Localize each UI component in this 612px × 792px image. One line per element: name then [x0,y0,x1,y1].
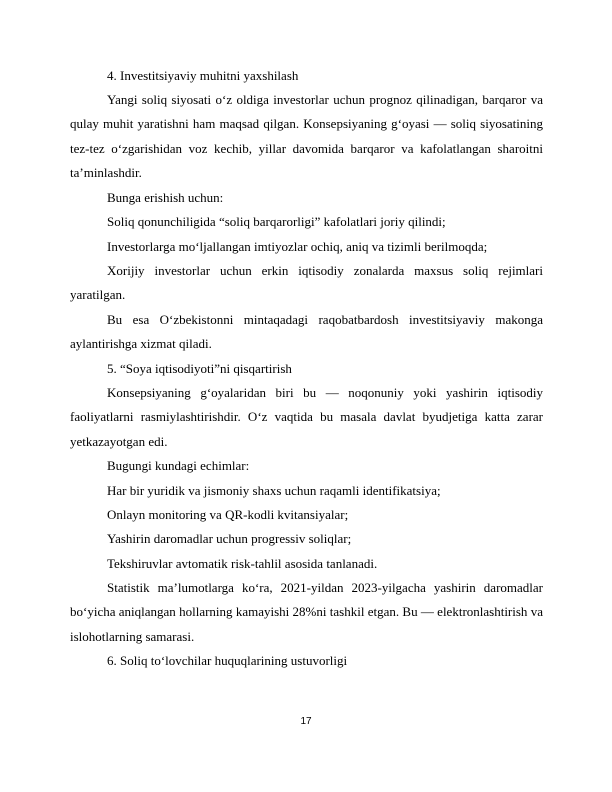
section-heading-5: 5. “Soya iqtisodiyoti”ni qisqartirish [107,361,292,376]
list-item-investor-benefits: Investorlarga mo‘ljallangan imtiyozlar ochiq, aniq va tizimli berilmoqda; [107,239,488,254]
list-item-free-zones: Xorijiy investorlar uchun erkin iqtisodiy zonalarda maxsus soliq rejimlari yaratilgan. [70,263,543,303]
list-item-digital-id: Har bir yuridik va jismoniy shaxs uchun raqamli identifikatsiya; [107,483,441,498]
paragraph-statistics: Statistik ma’lumotlarga ko‘ra, 2021-yildan 2023-yilgacha yashirin daromadlar bo‘yicha aniqlangan hollarning kamayishi 28%ni tashkil etgan. Bu — elektronlashtirish va islohotlarning samarasi. [70,580,543,644]
paragraph-competitive-space: Bu esa O‘zbekistonni mintaqadagi raqobatbardosh investitsiyaviy makonga aylantirishga xizmat qiladi. [70,312,543,352]
paragraph-shadow-economy: Konsepsiyaning g‘oyalaridan biri bu — noqonuniy yoki yashirin iqtisodiy faoliyatlarni rasmiylashtirishdir. O‘z vaqtida bu masala davlat byudjetiga katta zarar yetkazayotgan edi. [70,385,543,449]
list-item-progressive-taxes: Yashirin daromadlar uchun progressiv soliqlar; [107,531,352,546]
list-item-risk-analysis: Tekshiruvlar avtomatik risk-tahlil asosida tanlanadi. [107,556,378,571]
section-heading-6: 6. Soliq to‘lovchilar huquqlarining ustuvorligi [107,653,348,668]
section-heading-4: 4. Investitsiyaviy muhitni yaxshilash [107,68,299,83]
paragraph-intro-list: Bunga erishish uchun: [107,190,224,205]
paragraph-investment-climate: Yangi soliq siyosati o‘z oldiga investorlar uchun prognoz qilinadigan, barqaror va qulay muhit yaratishni ham maqsad qilgan. Konsepsiyaning g‘oyasi — soliq siyosatining tez-tez o‘zgarishidan voz kechib, yillar davomida barqaror va kafolatlangan sharoitni ta’minlashdir. [70,92,543,181]
paragraph-solutions-intro: Bugungi kundagi echimlar: [107,458,250,473]
list-item-online-monitoring: Onlayn monitoring va QR-kodli kvitansiyalar; [107,507,349,522]
page-number: 17 [300,716,312,727]
list-item-tax-stability: Soliq qonunchiligida “soliq barqarorligi” kafolatlari joriy qilindi; [107,214,446,229]
